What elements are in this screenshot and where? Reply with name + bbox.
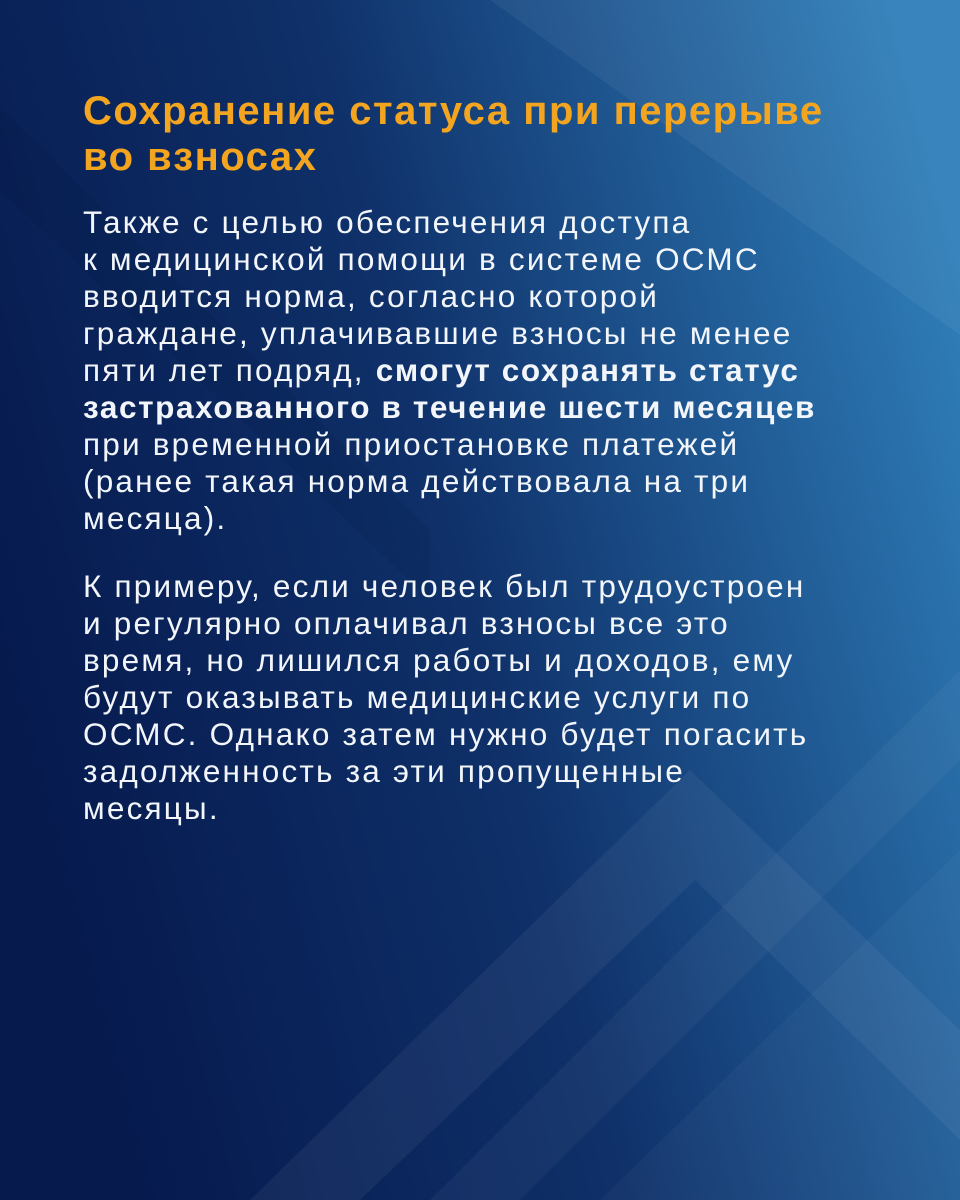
text-line: и регулярно оплачивал взносы все это <box>83 605 730 641</box>
page-title <box>83 88 902 180</box>
paragraph-2 <box>83 568 902 827</box>
text-line: ОСМС. Однако затем нужно будет погасить <box>83 716 809 752</box>
text-line: задолженность за эти пропущенные <box>83 753 685 789</box>
text-segment-bold: смогут сохранять статус <box>375 352 800 388</box>
text-line: месяца). <box>83 500 228 536</box>
text-line: вводится норма, согласно которой <box>83 278 659 314</box>
text-segment-bold: застрахованного в течение шести месяцев <box>83 389 817 425</box>
title-line: во взносах <box>83 135 318 179</box>
text-line: к медицинской помощи в системе ОСМС <box>83 241 760 277</box>
title-line: Сохранение статуса при перерыве <box>83 89 824 133</box>
text-line: месяцы. <box>83 790 220 826</box>
text-line: время, но лишился работы и доходов, ему <box>83 642 795 678</box>
text-line: (ранее такая норма действовала на три <box>83 463 751 499</box>
paragraph-1 <box>83 204 902 537</box>
text-line: Также с целью обеспечения доступа <box>83 204 692 240</box>
text-line: при временной приостановке платежей <box>83 426 740 462</box>
text-line: К примеру, если человек был трудоустроен <box>83 568 806 604</box>
text-line-bold <box>83 389 902 426</box>
text-line: будут оказывать медицинские услуги по <box>83 679 752 715</box>
text-line: граждане, уплачивавшие взносы не менее <box>83 315 793 351</box>
text-line-mixed <box>83 352 902 389</box>
text-segment: пяти лет подряд, <box>83 352 376 388</box>
